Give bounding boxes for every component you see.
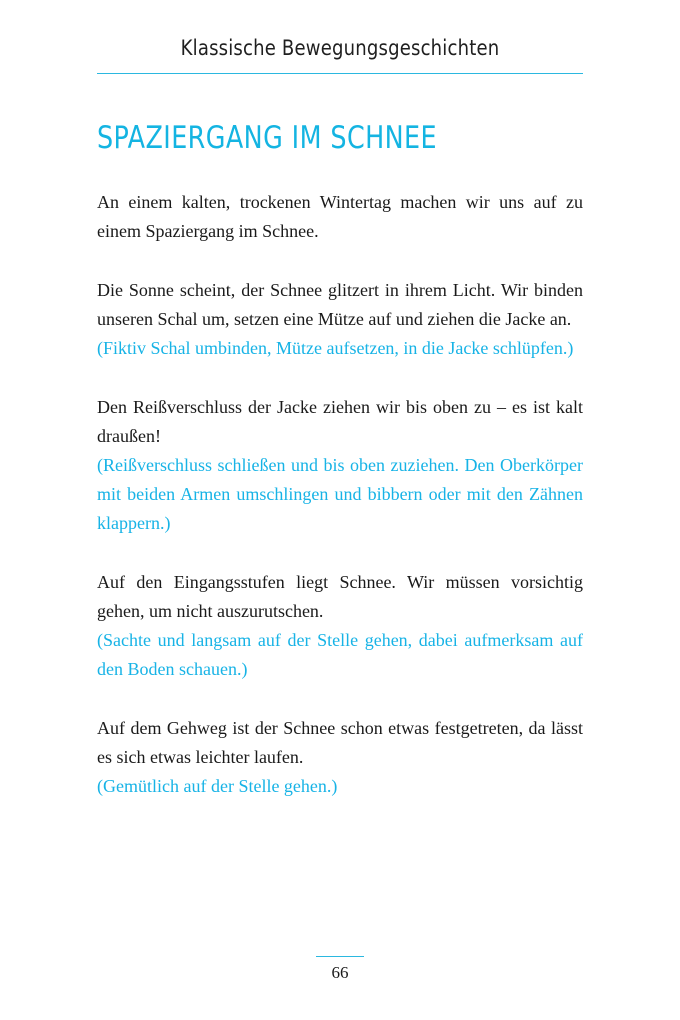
narration-text: Auf dem Gehweg ist der Schnee schon etwas festgetreten, da lässt es sich etwas leichter laufen. — [97, 718, 583, 767]
chapter-title: SPAZIERGANG IM SCHNEE — [97, 120, 438, 156]
paragraph-1 — [97, 188, 583, 246]
movement-instruction: (Reißverschluss schließen und bis oben zuziehen. Den Oberkörper mit beiden Armen umschlingen und bibbern oder mit den Zähnen klappern.) — [97, 455, 583, 533]
paragraph-2 — [97, 276, 583, 363]
header-divider — [97, 73, 583, 74]
page-number: 66 — [331, 963, 349, 982]
paragraph-3 — [97, 393, 583, 538]
running-header: Klassische Bewegungsgeschichten — [180, 36, 500, 60]
movement-instruction: (Fiktiv Schal umbinden, Mütze aufsetzen, in die Jacke schlüpfen.) — [97, 338, 574, 358]
paragraph-5 — [97, 714, 583, 801]
narration-text: Die Sonne scheint, der Schnee glitzert in ihrem Licht. Wir binden unseren Schal um, setzen eine Mütze auf und ziehen die Jacke an. — [97, 280, 583, 329]
movement-instruction: (Gemütlich auf der Stelle gehen.) — [97, 776, 338, 796]
narration-text: Den Reißverschluss der Jacke ziehen wir bis oben zu – es ist kalt draußen! — [97, 397, 583, 446]
narration-text: Auf den Eingangsstufen liegt Schnee. Wir müssen vorsichtig gehen, um nicht auszurutschen. — [97, 572, 583, 621]
movement-instruction: (Sachte und langsam auf der Stelle gehen, dabei aufmerksam auf den Boden schauen.) — [97, 630, 583, 679]
story-text — [97, 188, 583, 831]
narration-text: An einem kalten, trockenen Wintertag machen wir uns auf zu einem Spaziergang im Schnee. — [97, 192, 583, 241]
footer-divider — [316, 956, 364, 957]
paragraph-4 — [97, 568, 583, 684]
